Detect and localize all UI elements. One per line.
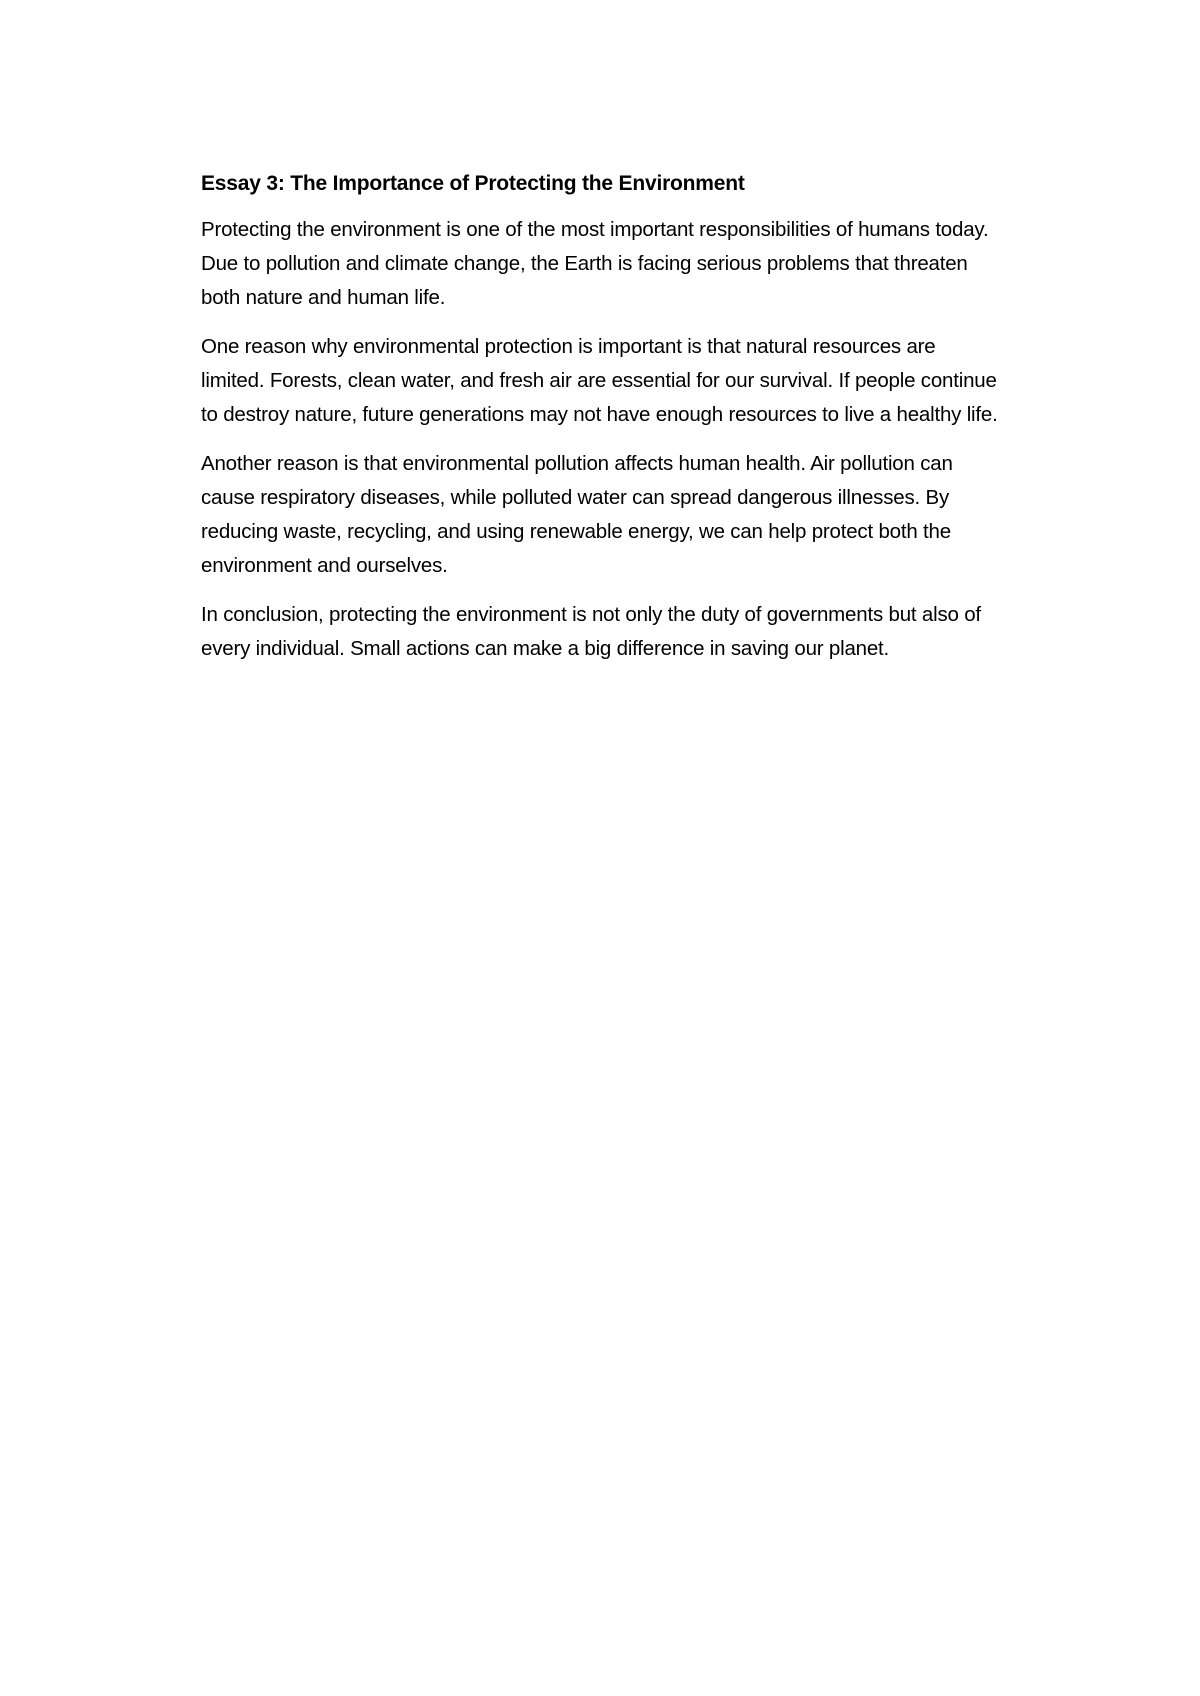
paragraph-3 [201,447,1101,583]
paragraph-line: every individual. Small actions can make a big difference in saving our planet. [201,637,890,660]
paragraph-4 [201,598,1101,666]
paragraph-line: cause respiratory diseases, while polluted water can spread dangerous illnesses. By [201,486,950,509]
paragraph-line: reducing waste, recycling, and using renewable energy, we can help protect both the [201,520,951,543]
paragraph-line: Due to pollution and climate change, the Earth is facing serious problems that threaten [201,252,968,275]
paragraph-line: Another reason is that environmental pollution affects human health. Air pollution can [201,452,953,475]
document-body [201,170,1101,681]
paragraph-2 [201,330,1101,432]
paragraph-line: limited. Forests, clean water, and fresh air are essential for our survival. If people continue [201,369,997,392]
paragraph-1 [201,213,1101,315]
paragraph-line: Protecting the environment is one of the most important responsibilities of humans today. [201,218,989,241]
essay-title: Essay 3: The Importance of Protecting the Environment [201,172,745,195]
paragraph-line: In conclusion, protecting the environment is not only the duty of governments but also of [201,603,981,626]
paragraph-line: One reason why environmental protection is important is that natural resources are [201,335,936,358]
paragraph-line: both nature and human life. [201,286,446,309]
paragraph-line: to destroy nature, future generations may not have enough resources to live a healthy life. [201,403,998,426]
paragraph-line: environment and ourselves. [201,554,448,577]
